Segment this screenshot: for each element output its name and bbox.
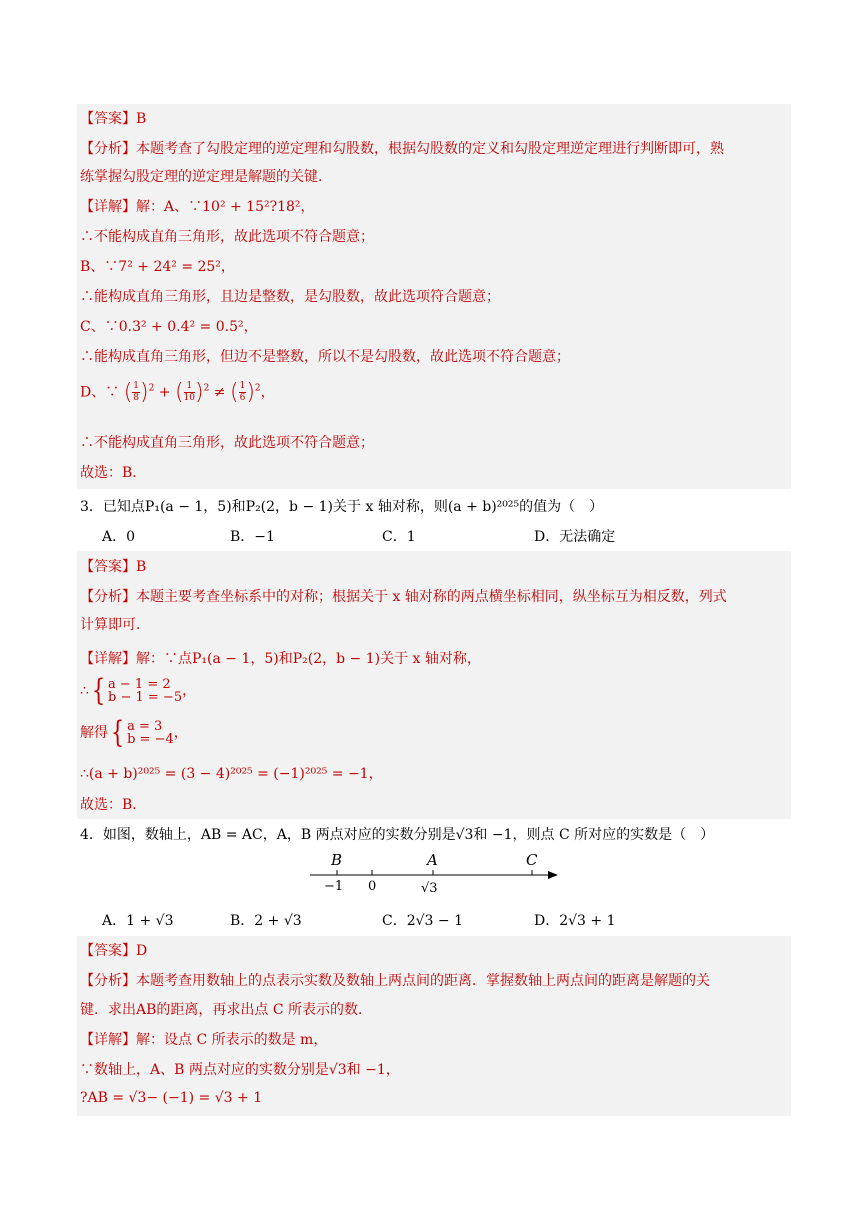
question-4-option-d: D．2√3 + 1 (534, 913, 616, 929)
conclusion-line: ∴能构成直角三角形，但边不是整数，所以不是勾股数，故此选项不符合题意； (80, 349, 570, 365)
fraction: $\frac{1}{10}$ (183, 381, 196, 403)
option-line: C、∵0.3² + 0.4² = 0.5²， (80, 319, 258, 335)
analysis-line: 练掌握勾股定理的逆定理是解题的关键． (80, 169, 332, 185)
detail-line (80, 196, 315, 216)
result-line: ∴(a + b)²⁰²⁵ = (3 − 4)²⁰²⁵ = (−1)²⁰²⁵ = −1， (80, 766, 383, 782)
point-c-label: C (526, 851, 538, 869)
conclusion-line: ∴不能构成直角三角形，故此选项不符合题意； (80, 229, 374, 245)
fraction: $\frac{1}{6}$ (239, 381, 246, 403)
conclusion-line: ∴不能构成直角三角形，故此选项不符合题意； (80, 435, 374, 451)
analysis-line: 【分析】本题主要考查坐标系中的对称；根据关于 x 轴对称的两点横坐标相同，纵坐标互为相反数，列式 (80, 589, 727, 605)
question-3-text: 3．已知点P₁(a − 1，5)和P₂(2，b − 1)关于 x 轴对称，则(a + b)²⁰²⁵的值为（ ） (80, 499, 604, 515)
solution-block-3 (77, 936, 791, 1116)
question-4-option-b: B．2 + √3 (230, 913, 302, 929)
question-4-option-c: C．2√3 − 1 (382, 913, 463, 929)
tick-label-0: 0 (368, 879, 377, 894)
question-3-option-a: A．0 (102, 529, 136, 545)
fraction: $\frac{1}{8}$ (133, 381, 140, 403)
axis-arrow-icon (548, 871, 558, 879)
analysis-line: 【分析】本题考查了勾股定理的逆定理和勾股数，根据勾股数的定义和勾股定理逆定理进行判断即可，熟 (80, 141, 724, 157)
option-d-prefix: D、∵ (80, 384, 120, 401)
point-a-label: A (427, 851, 438, 869)
answer-label: 【答案】D (80, 943, 148, 959)
detail-line: 【详解】解：设点 C 所表示的数是 m， (80, 1032, 328, 1048)
analysis-line: 键．求出AB的距离，再求出点 C 所表示的数． (80, 1002, 373, 1018)
question-4-option-a: A．1 + √3 (102, 913, 174, 929)
analysis-line: 【分析】本题考查用数轴上的点表示实数及数轴上两点间的距离．掌握数轴上两点间的距离是解题的关 (80, 973, 710, 989)
question-3-option-c: C．1 (382, 529, 416, 545)
conclusion-line: ∴能构成直角三角形，且边是整数，是勾股数，故此选项符合题意； (80, 289, 500, 305)
tick-label-minus1: −1 (324, 879, 344, 894)
tick-label-sqrt3: √3 (421, 881, 438, 896)
option-line: B、∵7² + 24² = 25²， (80, 259, 235, 275)
option-d-line: D、∵ ( $\frac{1}{8}$ )$^2$ + ( $\frac{1}{10}$ )$^2$ ≠ ( $\frac{1}{6}$ )$^2$， (80, 380, 275, 405)
system-equations-1: ∴{ a − 1 = 2 b − 1 = −5 ， (80, 673, 197, 708)
choice-line: 故选：B． (80, 465, 147, 481)
given-line: ∵数轴上，A、B 两点对应的实数分别是√3和 −1， (80, 1062, 400, 1078)
detail-prefix: 【详解】解：A、∵ (80, 199, 203, 215)
choice-line: 故选：B． (80, 797, 147, 813)
system-equations-2: 解得{ a = 3 b = −4 ， (80, 715, 188, 750)
ab-distance-line: ?AB = √3− (−1) = √3 + 1 (80, 1090, 263, 1106)
number-line-figure (300, 848, 570, 898)
detail-line: 【详解】解：∵点P₁(a − 1，5)和P₂(2，b − 1)关于 x 轴对称， (80, 651, 481, 667)
analysis-line: 计算即可． (80, 617, 150, 633)
detail-suffix: ， (300, 199, 315, 215)
detail-equation: 10² + 15²?18² (202, 199, 301, 215)
question-3-option-d: D．无法确定 (534, 529, 616, 545)
answer-label: 【答案】B (80, 111, 147, 127)
question-4-text: 4．如图，数轴上，AB = AC，A，B 两点对应的实数分别是√3和 −1，则点 C 所对应的实数是（ ） (80, 827, 715, 843)
point-b-label: B (331, 851, 343, 869)
question-3-option-b: B．−1 (230, 529, 275, 545)
answer-label: 【答案】B (80, 559, 147, 575)
